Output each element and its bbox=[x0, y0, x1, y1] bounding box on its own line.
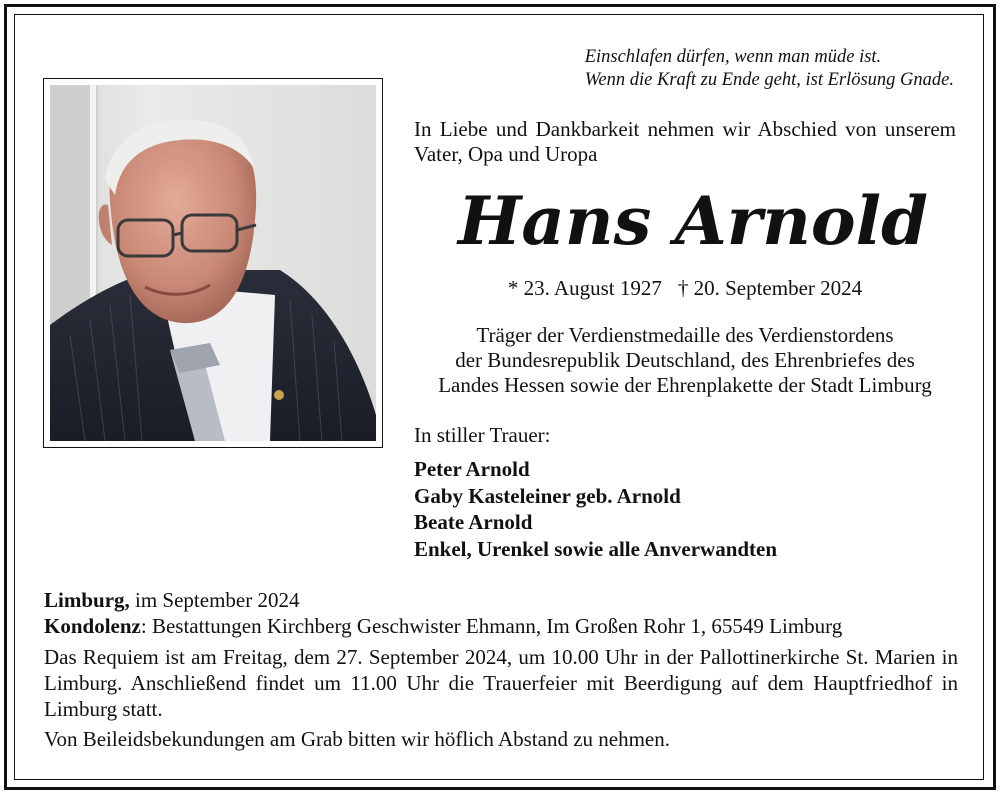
condolence-address: : Bestattungen Kirchberg Geschwister Ehmann, Im Großen Rohr 1, 65549 Limburg bbox=[140, 614, 843, 638]
place-name: Limburg, bbox=[44, 588, 130, 612]
honors-line: Träger der Verdienstmedaille des Verdienstordens bbox=[476, 323, 894, 347]
honors-text bbox=[414, 323, 956, 398]
honors-line: der Bundesrepublik Deutschland, des Ehrenbriefes des bbox=[455, 348, 915, 372]
condolence-note: Von Beileidsbekundungen am Grab bitten wir höflich Abstand zu nehmen. bbox=[44, 727, 670, 751]
motto-line-2: Wenn die Kraft zu Ende geht, ist Erlösung Gnade. bbox=[584, 70, 954, 90]
requiem-text: Das Requiem ist am Freitag, dem 27. September 2024, um 10.00 Uhr in der Pallottinerkirche St. Marien in Limburg. Anschließend findet um 11.00 Uhr die Trauerfeier mit Beerdigung auf dem Hauptfriedhof in Limburg statt. bbox=[44, 645, 958, 721]
death-date: † 20. September 2024 bbox=[677, 276, 863, 300]
motto-quote bbox=[585, 46, 954, 92]
portrait-frame bbox=[43, 78, 383, 448]
family-member: Gaby Kasteleiner geb. Arnold bbox=[414, 483, 681, 508]
family-member: Peter Arnold bbox=[414, 457, 530, 481]
deceased-name bbox=[450, 176, 960, 266]
place-date: im September 2024 bbox=[129, 588, 300, 612]
condolence-line bbox=[44, 613, 958, 639]
motto-line-1: Einschlafen dürfen, wenn man müde ist. bbox=[584, 47, 882, 67]
condolence-label: Kondolenz bbox=[44, 614, 141, 638]
birth-date: * 23. August 1927 bbox=[507, 276, 662, 300]
family-list bbox=[414, 456, 777, 562]
intro-text: In Liebe und Dankbarkeit nehmen wir Abschied von unserem Vater, Opa und Uropa bbox=[414, 117, 956, 166]
life-dates bbox=[414, 276, 956, 301]
place-date-line bbox=[44, 587, 958, 613]
family-member: Enkel, Urenkel sowie alle Anverwandten bbox=[414, 536, 778, 561]
portrait-photo bbox=[50, 85, 376, 441]
mourning-label: In stiller Trauer: bbox=[414, 423, 551, 447]
footer-info bbox=[44, 587, 958, 752]
family-member: Beate Arnold bbox=[414, 510, 533, 534]
honors-line: Landes Hessen sowie der Ehrenplakette der Stadt Limburg bbox=[438, 373, 932, 397]
deceased-name-text: Hans Arnold bbox=[455, 182, 929, 260]
